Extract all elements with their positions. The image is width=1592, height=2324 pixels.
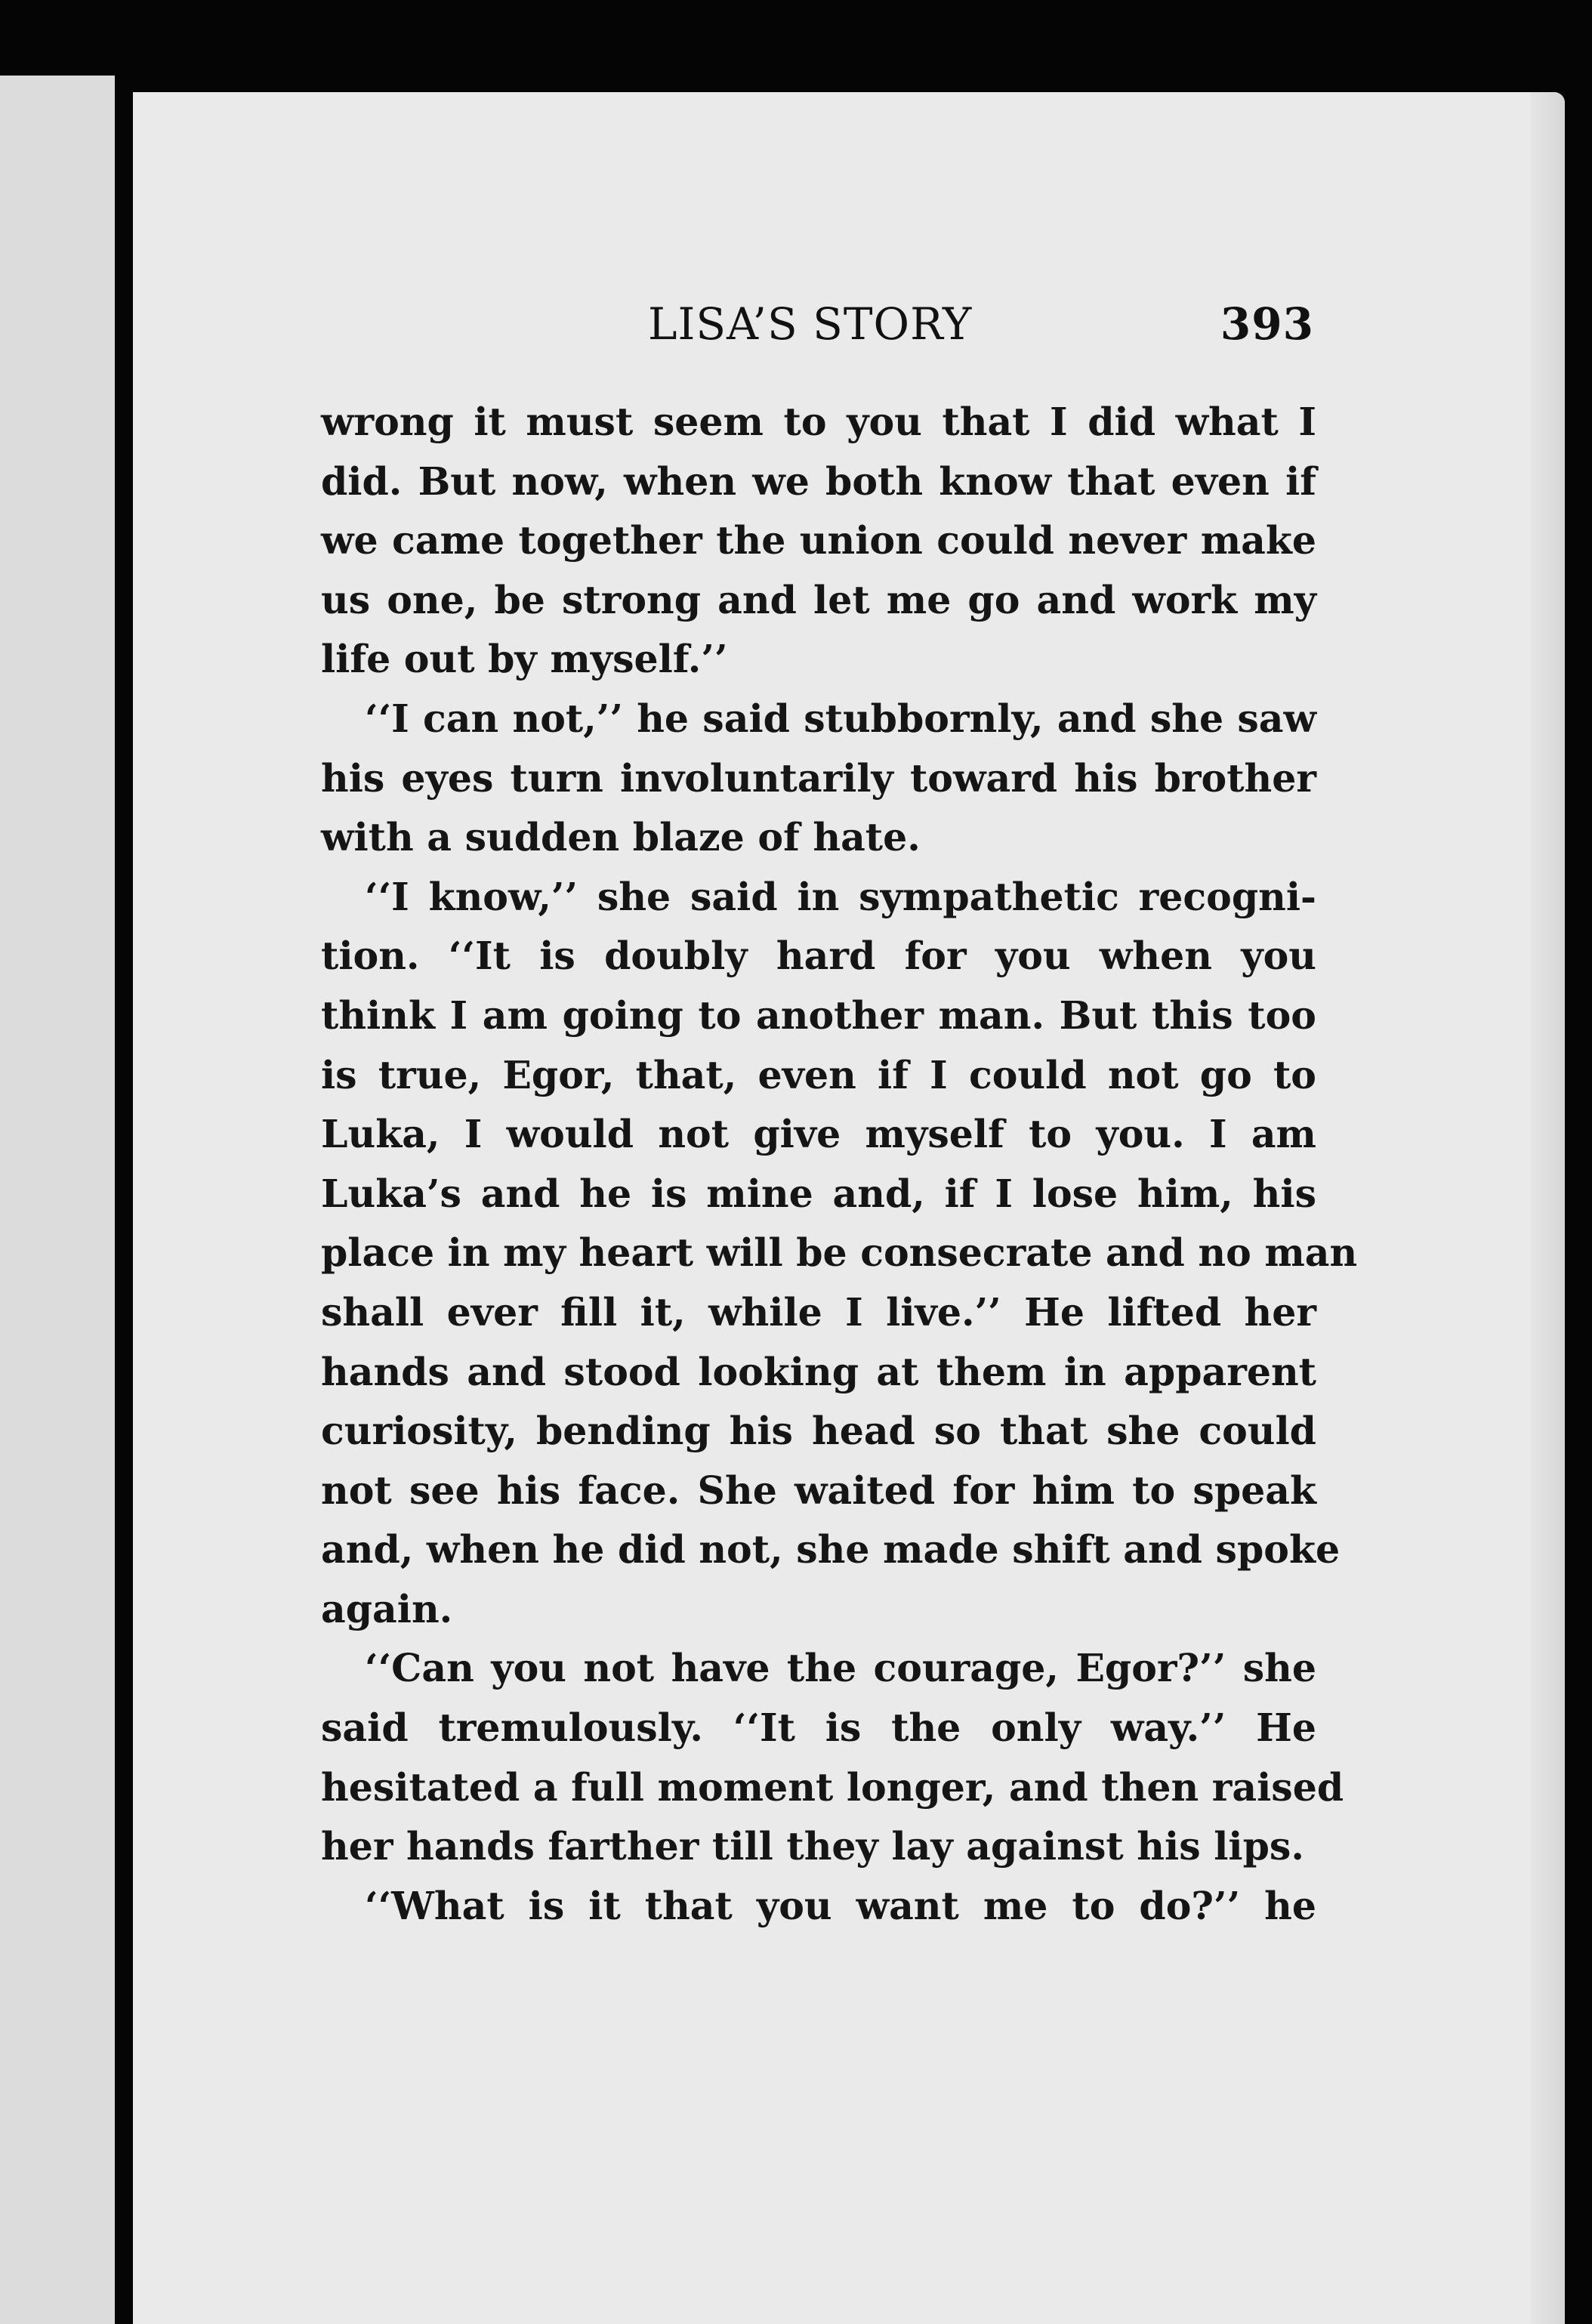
- text-line: is true, Egor, that, even if I could not go to: [321, 1052, 1316, 1097]
- text-line: we came together the union could never make: [321, 518, 1316, 563]
- text-line: hands and stood looking at them in apparent: [321, 1349, 1316, 1394]
- text-line: Luka’s and he is mine and, if I lose him, his: [321, 1171, 1316, 1216]
- text-line: think I am going to another man. But this too: [321, 992, 1316, 1038]
- page-edge-shadow: [1530, 92, 1565, 2324]
- text-line: ‘‘What is it that you want me to do?’’ he: [365, 1883, 1316, 1928]
- page-number: 393: [1220, 298, 1314, 350]
- text-line: and, when he did not, she made shift and spoke: [321, 1527, 1341, 1572]
- text-line: her hands farther till they lay against his lips.: [321, 1824, 1304, 1869]
- text-line: ‘‘I know,’’ she said in sympathetic recogni-: [365, 874, 1316, 919]
- text-line: hesitated a full moment longer, and then raised: [321, 1764, 1344, 1810]
- text-line: said tremulously. ‘‘It is the only way.’’ He: [321, 1705, 1316, 1751]
- running-header: [323, 298, 1328, 359]
- text-line: with a sudden blaze of hate.: [321, 815, 921, 860]
- text-line: again.: [321, 1586, 453, 1631]
- text-line: tion. ‘‘It is doubly hard for you when you: [321, 934, 1316, 979]
- text-line: ‘‘Can you not have the courage, Egor?’’ she: [365, 1646, 1316, 1691]
- text-line: his eyes turn involuntarily toward his brother: [321, 755, 1316, 801]
- text-line: ‘‘I can not,’’ he said stubbornly, and she saw: [365, 696, 1316, 741]
- text-line: Luka, I would not give myself to you. I am: [321, 1112, 1316, 1157]
- text-line: wrong it must seem to you that I did what I: [321, 400, 1316, 444]
- body-text: [321, 393, 1358, 1936]
- text-line: place in my heart will be consecrate and no man: [321, 1230, 1358, 1276]
- facing-page-edge: [0, 76, 115, 2324]
- text-line: not see his face. She waited for him to speak: [321, 1468, 1316, 1513]
- text-line: us one, be strong and let me go and work my: [321, 577, 1316, 622]
- text-line: curiosity, bending his head so that she could: [321, 1409, 1316, 1454]
- text-line: life out by myself.’’: [321, 637, 728, 682]
- text-line: shall ever fill it, while I live.’’ He lifted her: [321, 1289, 1316, 1335]
- text-line: did. But now, when we both know that even if: [321, 458, 1316, 504]
- running-title: LISA’S STORY: [648, 298, 973, 350]
